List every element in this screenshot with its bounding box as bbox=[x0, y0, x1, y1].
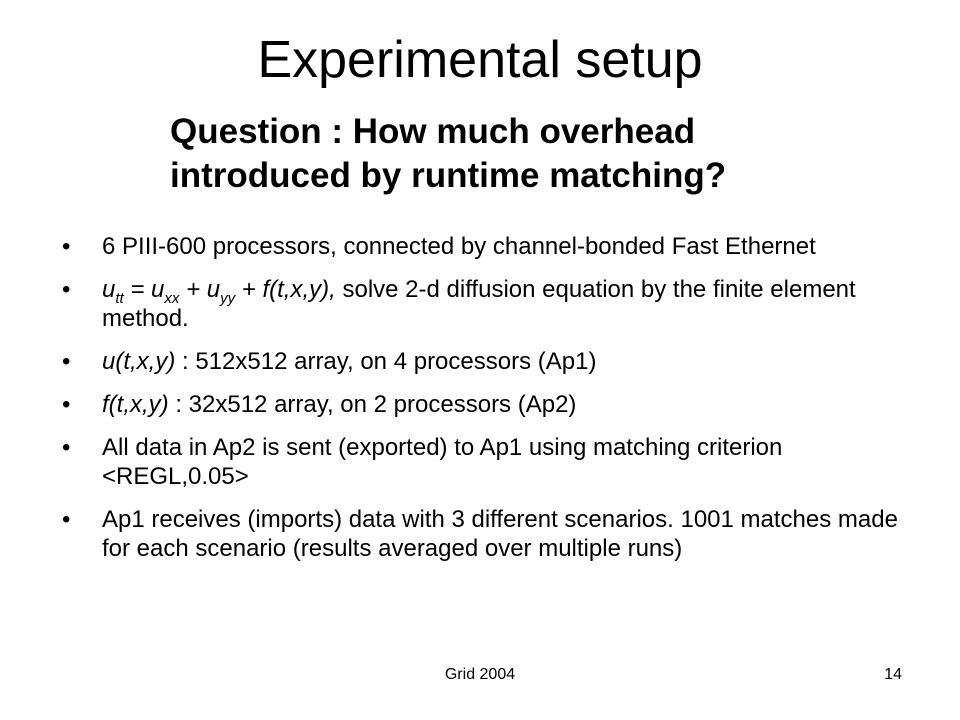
bullet-marker: • bbox=[62, 348, 71, 375]
bullet-text: All data in Ap2 is sent (exported) to Ap1 using matching criterion <REGL,0.05> bbox=[102, 434, 783, 490]
bullet-list bbox=[62, 232, 912, 577]
bullet-text: : 512x512 array, on 4 processors (Ap1) bbox=[175, 348, 597, 375]
bullet-marker: • bbox=[62, 233, 71, 260]
bullet-marker: • bbox=[62, 434, 71, 461]
subtitle-line-1: Question : How much overhead bbox=[170, 112, 696, 151]
bullet-item bbox=[62, 275, 912, 333]
subtitle-line-2: introduced by runtime matching? bbox=[170, 156, 727, 195]
bullet-item bbox=[62, 347, 912, 376]
bullet-item bbox=[62, 433, 912, 491]
bullet-italic: f(t,x,y) bbox=[102, 391, 169, 418]
bullet-italic: u(t,x,y) bbox=[102, 348, 176, 375]
footer-label: Grid 2004 bbox=[444, 666, 516, 683]
page-number: 14 bbox=[884, 666, 902, 683]
bullet-item bbox=[62, 390, 912, 419]
slide-title: Experimental setup bbox=[257, 31, 703, 89]
bullet-text: Ap1 receives (imports) data with 3 different scenarios. 1001 matches made for each scenario (results averaged over multiple runs) bbox=[102, 506, 898, 562]
bullet-text: 6 PIII-600 processors, connected by channel-bonded Fast Ethernet bbox=[102, 233, 816, 260]
bullet-item bbox=[62, 232, 912, 261]
bullet-text: : 32x512 array, on 2 processors (Ap2) bbox=[168, 391, 577, 418]
bullet-marker: • bbox=[62, 506, 71, 533]
slide-subtitle bbox=[170, 110, 890, 198]
bullet-marker: • bbox=[62, 391, 71, 418]
bullet-item bbox=[62, 505, 912, 563]
equation: $u_{tt} = u_{xx} + u_{yy} + f(t,x,y)$, solve 2-d diffusion equation by the finite element method. bbox=[102, 276, 856, 332]
bullet-marker: • bbox=[62, 276, 71, 303]
